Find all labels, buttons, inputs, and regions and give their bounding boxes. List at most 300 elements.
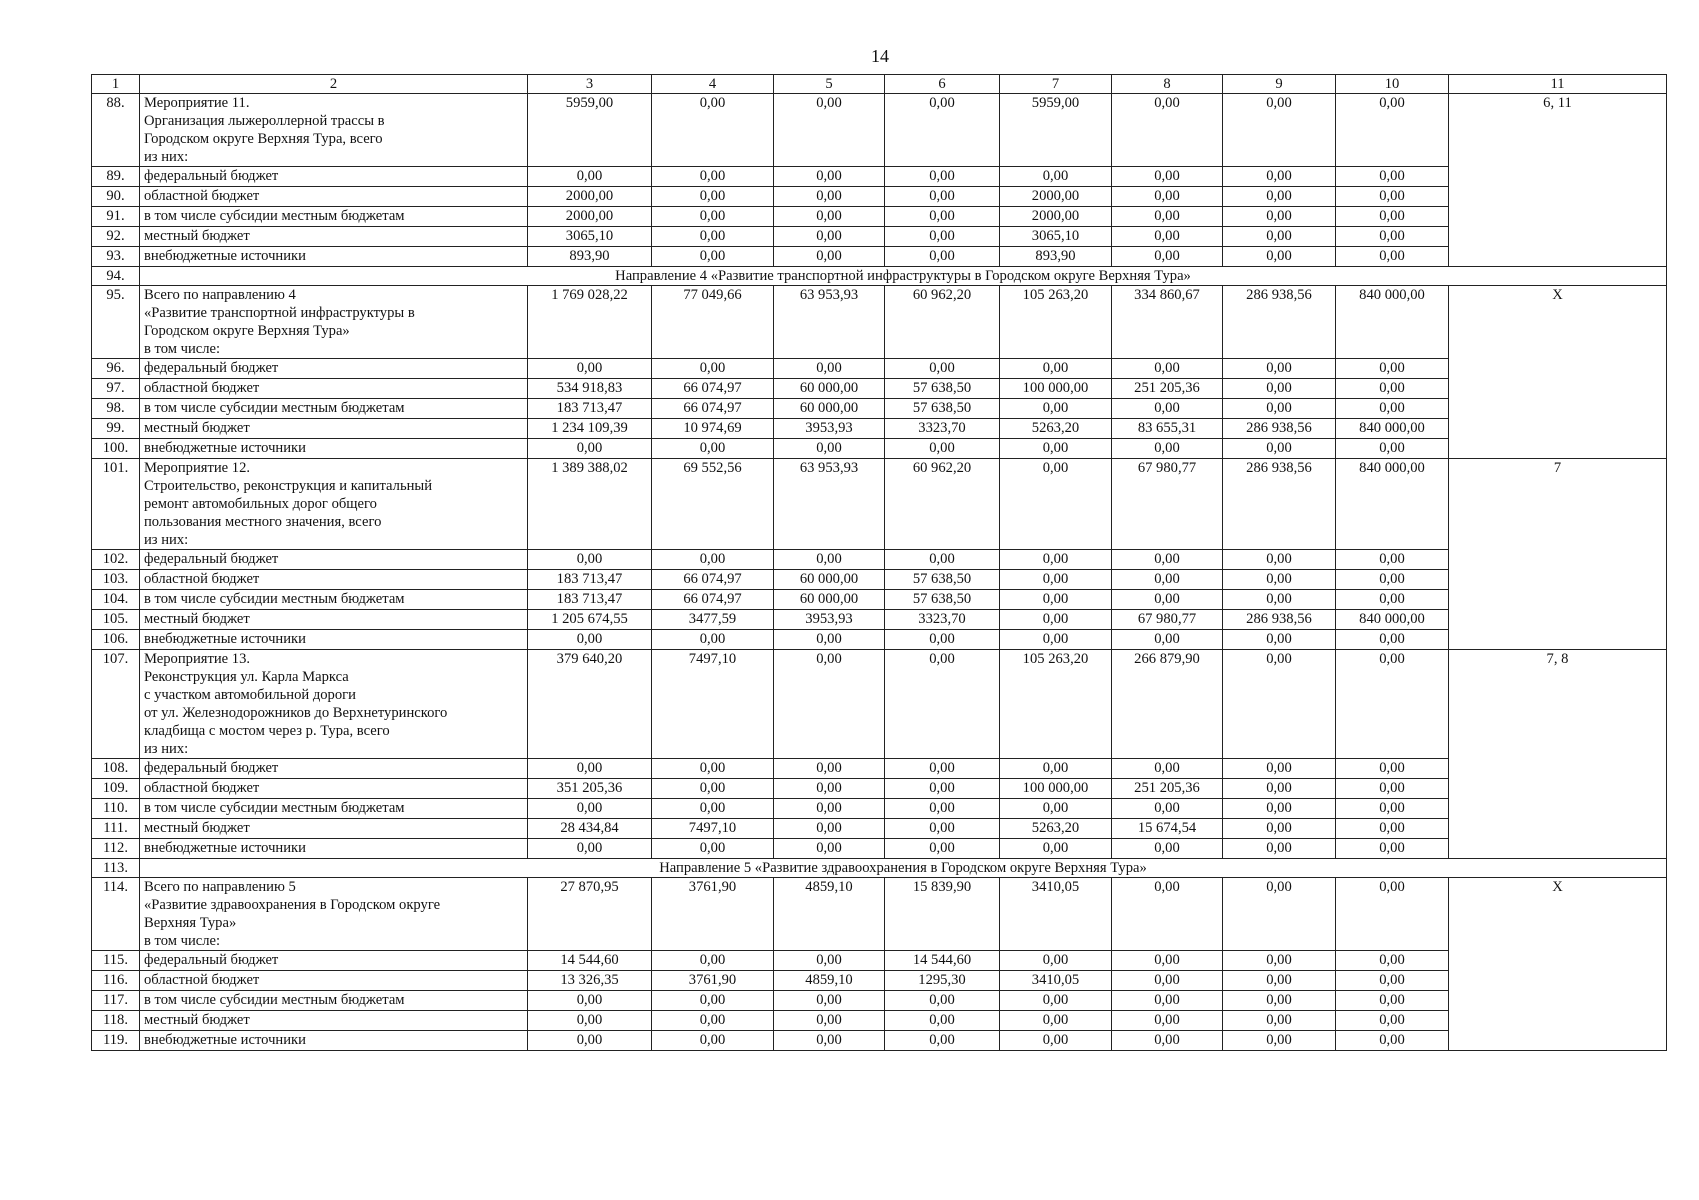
table-row bbox=[92, 1031, 1667, 1051]
value-cell: 286 938,56 bbox=[1223, 610, 1336, 630]
value-cell: 0,00 bbox=[1336, 991, 1449, 1011]
table-row bbox=[92, 550, 1667, 570]
value-cell: 0,00 bbox=[1336, 399, 1449, 419]
row-number: 92. bbox=[92, 227, 140, 247]
value-cell: 0,00 bbox=[652, 359, 774, 379]
table-row bbox=[92, 590, 1667, 610]
value-cell: 0,00 bbox=[528, 550, 652, 570]
value-cell: 266 879,90 bbox=[1112, 650, 1223, 759]
item-name bbox=[140, 991, 528, 1011]
row-number: 106. bbox=[92, 630, 140, 650]
value-cell: 0,00 bbox=[885, 650, 1000, 759]
value-cell: 0,00 bbox=[1112, 247, 1223, 267]
row-number: 103. bbox=[92, 570, 140, 590]
row-number: 102. bbox=[92, 550, 140, 570]
value-cell: 4859,10 bbox=[774, 971, 885, 991]
value-cell: 0,00 bbox=[528, 799, 652, 819]
target-indicator: X bbox=[1449, 878, 1667, 1051]
item-name-line: из них: bbox=[144, 532, 189, 548]
table-row bbox=[92, 207, 1667, 227]
value-cell: 0,00 bbox=[1336, 650, 1449, 759]
value-cell: 0,00 bbox=[1000, 590, 1112, 610]
item-name bbox=[140, 779, 528, 799]
column-header: 6 bbox=[885, 75, 1000, 94]
table-row bbox=[92, 359, 1667, 379]
item-name bbox=[140, 590, 528, 610]
value-cell: 0,00 bbox=[774, 951, 885, 971]
row-number: 89. bbox=[92, 167, 140, 187]
table-row bbox=[92, 419, 1667, 439]
item-name-line: Верхняя Тура» bbox=[144, 915, 237, 931]
item-name bbox=[140, 379, 528, 399]
value-cell: 286 938,56 bbox=[1223, 286, 1336, 359]
row-number: 98. bbox=[92, 399, 140, 419]
item-name-line: «Развитие здравоохранения в Городском округе bbox=[144, 897, 441, 913]
table-body bbox=[92, 75, 1667, 1051]
value-cell: 0,00 bbox=[652, 167, 774, 187]
value-cell: 66 074,97 bbox=[652, 399, 774, 419]
value-cell: 0,00 bbox=[885, 439, 1000, 459]
value-cell: 5959,00 bbox=[1000, 94, 1112, 167]
item-name bbox=[140, 610, 528, 630]
value-cell: 0,00 bbox=[885, 759, 1000, 779]
value-cell: 0,00 bbox=[1112, 187, 1223, 207]
value-cell: 3410,05 bbox=[1000, 971, 1112, 991]
table-row bbox=[92, 759, 1667, 779]
value-cell: 60 000,00 bbox=[774, 379, 885, 399]
value-cell: 57 638,50 bbox=[885, 590, 1000, 610]
row-number: 91. bbox=[92, 207, 140, 227]
item-name-line: Мероприятие 12. bbox=[144, 460, 251, 476]
value-cell: 0,00 bbox=[1336, 759, 1449, 779]
value-cell: 334 860,67 bbox=[1112, 286, 1223, 359]
item-name-line: местный бюджет bbox=[144, 228, 250, 244]
item-name-line: областной бюджет bbox=[144, 188, 260, 204]
value-cell: 0,00 bbox=[652, 94, 774, 167]
value-cell: 0,00 bbox=[1112, 799, 1223, 819]
value-cell: 0,00 bbox=[1112, 951, 1223, 971]
value-cell: 0,00 bbox=[1112, 759, 1223, 779]
value-cell: 0,00 bbox=[885, 630, 1000, 650]
item-name-line: с участком автомобильной дороги bbox=[144, 687, 356, 703]
value-cell: 0,00 bbox=[1223, 590, 1336, 610]
value-cell: 0,00 bbox=[1112, 207, 1223, 227]
value-cell: 0,00 bbox=[885, 207, 1000, 227]
row-number: 95. bbox=[92, 286, 140, 359]
table-row bbox=[92, 630, 1667, 650]
value-cell: 0,00 bbox=[774, 759, 885, 779]
value-cell: 183 713,47 bbox=[528, 590, 652, 610]
value-cell: 105 263,20 bbox=[1000, 650, 1112, 759]
value-cell: 0,00 bbox=[1223, 399, 1336, 419]
value-cell: 1 205 674,55 bbox=[528, 610, 652, 630]
value-cell: 0,00 bbox=[885, 227, 1000, 247]
table-row bbox=[92, 839, 1667, 859]
item-name-line: Мероприятие 11. bbox=[144, 95, 250, 111]
value-cell: 5263,20 bbox=[1000, 819, 1112, 839]
value-cell: 0,00 bbox=[1336, 227, 1449, 247]
value-cell: 0,00 bbox=[1336, 779, 1449, 799]
value-cell: 0,00 bbox=[1000, 1011, 1112, 1031]
item-name-line: Городском округе Верхняя Тура, всего bbox=[144, 131, 383, 147]
value-cell: 534 918,83 bbox=[528, 379, 652, 399]
target-indicator: 7 bbox=[1449, 459, 1667, 650]
value-cell: 0,00 bbox=[1223, 650, 1336, 759]
item-name-line: местный бюджет bbox=[144, 420, 250, 436]
item-name-line: из них: bbox=[144, 741, 189, 757]
value-cell: 0,00 bbox=[1336, 819, 1449, 839]
value-cell: 0,00 bbox=[774, 991, 885, 1011]
value-cell: 0,00 bbox=[774, 207, 885, 227]
column-header: 1 bbox=[92, 75, 140, 94]
value-cell: 893,90 bbox=[528, 247, 652, 267]
item-name-line: федеральный бюджет bbox=[144, 952, 279, 968]
item-name bbox=[140, 399, 528, 419]
value-cell: 3953,93 bbox=[774, 419, 885, 439]
column-header: 8 bbox=[1112, 75, 1223, 94]
value-cell: 60 000,00 bbox=[774, 399, 885, 419]
value-cell: 0,00 bbox=[528, 991, 652, 1011]
table-row bbox=[92, 459, 1667, 550]
value-cell: 0,00 bbox=[1336, 167, 1449, 187]
table-row bbox=[92, 1011, 1667, 1031]
row-number: 88. bbox=[92, 94, 140, 167]
item-name-line: внебюджетные источники bbox=[144, 440, 306, 456]
item-name-line: ремонт автомобильных дорог общего bbox=[144, 496, 377, 512]
value-cell: 0,00 bbox=[1112, 227, 1223, 247]
value-cell: 0,00 bbox=[774, 227, 885, 247]
item-name-line: федеральный бюджет bbox=[144, 551, 279, 567]
row-number: 118. bbox=[92, 1011, 140, 1031]
value-cell: 63 953,93 bbox=[774, 286, 885, 359]
column-header: 11 bbox=[1449, 75, 1667, 94]
item-name-line: внебюджетные источники bbox=[144, 840, 306, 856]
item-name bbox=[140, 951, 528, 971]
value-cell: 0,00 bbox=[1336, 94, 1449, 167]
value-cell: 0,00 bbox=[774, 1011, 885, 1031]
table-row bbox=[92, 799, 1667, 819]
item-name-line: областной бюджет bbox=[144, 780, 260, 796]
item-name-line: Всего по направлению 4 bbox=[144, 287, 296, 303]
value-cell: 183 713,47 bbox=[528, 399, 652, 419]
value-cell: 286 938,56 bbox=[1223, 459, 1336, 550]
value-cell: 0,00 bbox=[774, 550, 885, 570]
value-cell: 3477,59 bbox=[652, 610, 774, 630]
value-cell: 0,00 bbox=[1000, 459, 1112, 550]
value-cell: 0,00 bbox=[528, 167, 652, 187]
value-cell: 0,00 bbox=[774, 799, 885, 819]
value-cell: 0,00 bbox=[1000, 167, 1112, 187]
value-cell: 0,00 bbox=[1000, 630, 1112, 650]
value-cell: 0,00 bbox=[652, 439, 774, 459]
column-header: 4 bbox=[652, 75, 774, 94]
value-cell: 0,00 bbox=[1112, 839, 1223, 859]
value-cell: 7497,10 bbox=[652, 819, 774, 839]
value-cell: 0,00 bbox=[1223, 819, 1336, 839]
value-cell: 3953,93 bbox=[774, 610, 885, 630]
value-cell: 66 074,97 bbox=[652, 590, 774, 610]
value-cell: 840 000,00 bbox=[1336, 459, 1449, 550]
value-cell: 0,00 bbox=[774, 779, 885, 799]
item-name bbox=[140, 799, 528, 819]
value-cell: 7497,10 bbox=[652, 650, 774, 759]
item-name-line: из них: bbox=[144, 149, 189, 165]
item-name-line: «Развитие транспортной инфраструктуры в bbox=[144, 305, 415, 321]
item-name bbox=[140, 187, 528, 207]
value-cell: 0,00 bbox=[1112, 570, 1223, 590]
value-cell: 0,00 bbox=[1112, 991, 1223, 1011]
value-cell: 60 962,20 bbox=[885, 459, 1000, 550]
value-cell: 77 049,66 bbox=[652, 286, 774, 359]
item-name-line: в том числе субсидии местным бюджетам bbox=[144, 208, 405, 224]
table-row bbox=[92, 991, 1667, 1011]
table-row bbox=[92, 187, 1667, 207]
item-name-line: местный бюджет bbox=[144, 611, 250, 627]
value-cell: 13 326,35 bbox=[528, 971, 652, 991]
item-name bbox=[140, 570, 528, 590]
value-cell: 0,00 bbox=[1000, 799, 1112, 819]
target-indicator: 7, 8 bbox=[1449, 650, 1667, 859]
item-name-line: Городском округе Верхняя Тура» bbox=[144, 323, 350, 339]
value-cell: 0,00 bbox=[1000, 550, 1112, 570]
value-cell: 0,00 bbox=[1000, 839, 1112, 859]
row-number: 115. bbox=[92, 951, 140, 971]
value-cell: 0,00 bbox=[1000, 759, 1112, 779]
row-number: 104. bbox=[92, 590, 140, 610]
section-title: Направление 5 «Развитие здравоохранения в Городском округе Верхняя Тура» bbox=[140, 859, 1667, 878]
value-cell: 0,00 bbox=[1336, 590, 1449, 610]
item-name bbox=[140, 167, 528, 187]
value-cell: 57 638,50 bbox=[885, 379, 1000, 399]
table-row bbox=[92, 227, 1667, 247]
item-name-line: федеральный бюджет bbox=[144, 360, 279, 376]
value-cell: 57 638,50 bbox=[885, 399, 1000, 419]
column-header: 10 bbox=[1336, 75, 1449, 94]
value-cell: 0,00 bbox=[1223, 951, 1336, 971]
value-cell: 0,00 bbox=[885, 94, 1000, 167]
value-cell: 0,00 bbox=[1223, 991, 1336, 1011]
value-cell: 0,00 bbox=[885, 550, 1000, 570]
value-cell: 63 953,93 bbox=[774, 459, 885, 550]
value-cell: 0,00 bbox=[1223, 439, 1336, 459]
section-row bbox=[92, 859, 1667, 878]
value-cell: 0,00 bbox=[1223, 839, 1336, 859]
value-cell: 0,00 bbox=[1112, 359, 1223, 379]
item-name-line: в том числе: bbox=[144, 933, 221, 949]
item-name-line: в том числе субсидии местным бюджетам bbox=[144, 400, 405, 416]
item-name-line: областной бюджет bbox=[144, 972, 260, 988]
value-cell: 0,00 bbox=[774, 187, 885, 207]
value-cell: 0,00 bbox=[652, 1031, 774, 1051]
item-name bbox=[140, 459, 528, 550]
value-cell: 100 000,00 bbox=[1000, 779, 1112, 799]
value-cell: 0,00 bbox=[1336, 799, 1449, 819]
value-cell: 0,00 bbox=[885, 359, 1000, 379]
section-title: Направление 4 «Развитие транспортной инфраструктуры в Городском округе Верхняя Тура» bbox=[140, 267, 1667, 286]
table-row bbox=[92, 167, 1667, 187]
value-cell: 27 870,95 bbox=[528, 878, 652, 951]
value-cell: 0,00 bbox=[1336, 1031, 1449, 1051]
value-cell: 840 000,00 bbox=[1336, 419, 1449, 439]
value-cell: 0,00 bbox=[1336, 1011, 1449, 1031]
value-cell: 83 655,31 bbox=[1112, 419, 1223, 439]
item-name-line: Всего по направлению 5 bbox=[144, 879, 296, 895]
value-cell: 105 263,20 bbox=[1000, 286, 1112, 359]
value-cell: 0,00 bbox=[1223, 1031, 1336, 1051]
row-number: 114. bbox=[92, 878, 140, 951]
value-cell: 251 205,36 bbox=[1112, 379, 1223, 399]
value-cell: 0,00 bbox=[885, 779, 1000, 799]
value-cell: 0,00 bbox=[1336, 630, 1449, 650]
value-cell: 0,00 bbox=[528, 839, 652, 859]
table-row bbox=[92, 650, 1667, 759]
value-cell: 28 434,84 bbox=[528, 819, 652, 839]
value-cell: 0,00 bbox=[528, 1011, 652, 1031]
value-cell: 0,00 bbox=[1336, 207, 1449, 227]
item-name-line: Мероприятие 13. bbox=[144, 651, 251, 667]
item-name-line: в том числе субсидии местным бюджетам bbox=[144, 800, 405, 816]
value-cell: 0,00 bbox=[1112, 878, 1223, 951]
value-cell: 60 000,00 bbox=[774, 570, 885, 590]
value-cell: 0,00 bbox=[652, 207, 774, 227]
table-row bbox=[92, 399, 1667, 419]
value-cell: 0,00 bbox=[528, 359, 652, 379]
value-cell: 0,00 bbox=[652, 839, 774, 859]
row-number: 101. bbox=[92, 459, 140, 550]
value-cell: 0,00 bbox=[652, 227, 774, 247]
value-cell: 0,00 bbox=[652, 759, 774, 779]
section-row bbox=[92, 267, 1667, 286]
value-cell: 0,00 bbox=[1336, 439, 1449, 459]
value-cell: 3323,70 bbox=[885, 419, 1000, 439]
value-cell: 0,00 bbox=[1336, 247, 1449, 267]
row-number: 119. bbox=[92, 1031, 140, 1051]
item-name-line: Организация лыжероллерной трассы в bbox=[144, 113, 385, 129]
value-cell: 1 769 028,22 bbox=[528, 286, 652, 359]
table-row bbox=[92, 286, 1667, 359]
item-name bbox=[140, 650, 528, 759]
value-cell: 0,00 bbox=[885, 167, 1000, 187]
item-name bbox=[140, 839, 528, 859]
value-cell: 0,00 bbox=[774, 359, 885, 379]
value-cell: 0,00 bbox=[774, 1031, 885, 1051]
row-number: 90. bbox=[92, 187, 140, 207]
item-name-line: областной бюджет bbox=[144, 380, 260, 396]
value-cell: 0,00 bbox=[1223, 359, 1336, 379]
value-cell: 3761,90 bbox=[652, 878, 774, 951]
item-name bbox=[140, 439, 528, 459]
value-cell: 100 000,00 bbox=[1000, 379, 1112, 399]
value-cell: 57 638,50 bbox=[885, 570, 1000, 590]
value-cell: 5959,00 bbox=[528, 94, 652, 167]
item-name bbox=[140, 359, 528, 379]
item-name-line: местный бюджет bbox=[144, 820, 250, 836]
value-cell: 10 974,69 bbox=[652, 419, 774, 439]
row-number: 93. bbox=[92, 247, 140, 267]
value-cell: 0,00 bbox=[1112, 971, 1223, 991]
value-cell: 0,00 bbox=[1223, 187, 1336, 207]
value-cell: 67 980,77 bbox=[1112, 459, 1223, 550]
row-number: 100. bbox=[92, 439, 140, 459]
value-cell: 0,00 bbox=[652, 779, 774, 799]
value-cell: 0,00 bbox=[1223, 227, 1336, 247]
item-name bbox=[140, 1011, 528, 1031]
value-cell: 351 205,36 bbox=[528, 779, 652, 799]
value-cell: 0,00 bbox=[1336, 878, 1449, 951]
value-cell: 60 000,00 bbox=[774, 590, 885, 610]
item-name-line: областной бюджет bbox=[144, 571, 260, 587]
value-cell: 183 713,47 bbox=[528, 570, 652, 590]
table-row bbox=[92, 819, 1667, 839]
value-cell: 0,00 bbox=[1336, 570, 1449, 590]
table-row bbox=[92, 779, 1667, 799]
row-number: 99. bbox=[92, 419, 140, 439]
row-number: 105. bbox=[92, 610, 140, 630]
item-name-line: Реконструкция ул. Карла Маркса bbox=[144, 669, 349, 685]
value-cell: 0,00 bbox=[1112, 550, 1223, 570]
value-cell: 0,00 bbox=[1000, 951, 1112, 971]
value-cell: 0,00 bbox=[1223, 94, 1336, 167]
item-name-line: от ул. Железнодорожников до Верхнетуринского bbox=[144, 705, 448, 721]
value-cell: 0,00 bbox=[652, 630, 774, 650]
item-name-line: местный бюджет bbox=[144, 1012, 250, 1028]
value-cell: 67 980,77 bbox=[1112, 610, 1223, 630]
value-cell: 15 839,90 bbox=[885, 878, 1000, 951]
item-name-line: в том числе субсидии местным бюджетам bbox=[144, 591, 405, 607]
value-cell: 14 544,60 bbox=[885, 951, 1000, 971]
item-name bbox=[140, 247, 528, 267]
row-number: 108. bbox=[92, 759, 140, 779]
table-row bbox=[92, 379, 1667, 399]
value-cell: 0,00 bbox=[1000, 359, 1112, 379]
row-number: 94. bbox=[92, 267, 140, 286]
item-name bbox=[140, 207, 528, 227]
item-name-line: федеральный бюджет bbox=[144, 760, 279, 776]
value-cell: 0,00 bbox=[1223, 971, 1336, 991]
budget-table bbox=[91, 74, 1667, 1051]
page-number: 14 bbox=[871, 46, 889, 66]
item-name bbox=[140, 759, 528, 779]
table-row bbox=[92, 971, 1667, 991]
row-number: 113. bbox=[92, 859, 140, 878]
value-cell: 3065,10 bbox=[528, 227, 652, 247]
value-cell: 0,00 bbox=[652, 799, 774, 819]
value-cell: 379 640,20 bbox=[528, 650, 652, 759]
value-cell: 0,00 bbox=[1223, 167, 1336, 187]
item-name-line: внебюджетные источники bbox=[144, 631, 306, 647]
table-row bbox=[92, 951, 1667, 971]
item-name bbox=[140, 878, 528, 951]
value-cell: 0,00 bbox=[1223, 759, 1336, 779]
value-cell: 0,00 bbox=[528, 439, 652, 459]
value-cell: 0,00 bbox=[1000, 1031, 1112, 1051]
value-cell: 0,00 bbox=[1112, 399, 1223, 419]
value-cell: 0,00 bbox=[1336, 839, 1449, 859]
value-cell: 0,00 bbox=[1336, 550, 1449, 570]
value-cell: 0,00 bbox=[652, 991, 774, 1011]
value-cell: 15 674,54 bbox=[1112, 819, 1223, 839]
value-cell: 0,00 bbox=[1112, 630, 1223, 650]
header-row bbox=[92, 75, 1667, 94]
value-cell: 0,00 bbox=[1223, 779, 1336, 799]
value-cell: 0,00 bbox=[885, 991, 1000, 1011]
value-cell: 0,00 bbox=[1000, 610, 1112, 630]
value-cell: 0,00 bbox=[1336, 359, 1449, 379]
value-cell: 0,00 bbox=[528, 630, 652, 650]
value-cell: 0,00 bbox=[1223, 878, 1336, 951]
value-cell: 4859,10 bbox=[774, 878, 885, 951]
item-name bbox=[140, 630, 528, 650]
